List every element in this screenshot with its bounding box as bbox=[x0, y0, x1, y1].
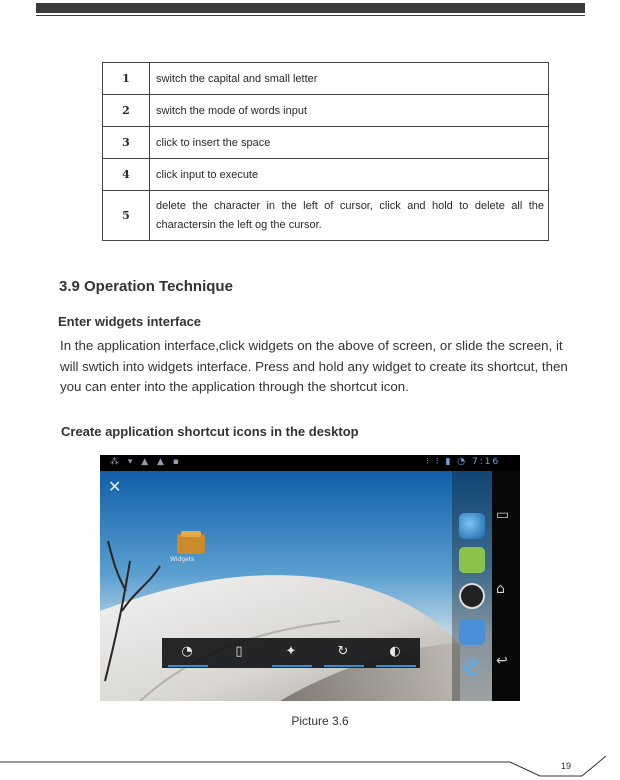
widget-shortcut[interactable] bbox=[174, 528, 208, 558]
table-row bbox=[103, 159, 549, 191]
key-number: 5 bbox=[103, 191, 150, 241]
page-number: 19 bbox=[561, 761, 572, 771]
close-icon[interactable]: ✕ bbox=[108, 477, 122, 496]
battery-toggle-icon[interactable]: ▯ bbox=[235, 644, 243, 659]
gps-toggle-icon[interactable]: ✦ bbox=[285, 644, 297, 659]
section-heading: 3.9 Operation Technique bbox=[59, 278, 233, 295]
table-row bbox=[103, 63, 549, 95]
brightness-toggle-indicator bbox=[376, 665, 416, 667]
table-row bbox=[103, 95, 549, 127]
key-number: 4 bbox=[103, 159, 150, 191]
widget-label: Widgets bbox=[170, 556, 195, 563]
table-row bbox=[103, 191, 549, 241]
keyboard-key-table bbox=[102, 62, 549, 241]
sync-toggle-icon[interactable]: ↻ bbox=[337, 644, 349, 659]
status-bar bbox=[100, 455, 520, 471]
back-icon[interactable]: ↩ bbox=[496, 653, 508, 669]
sync-toggle-indicator bbox=[324, 665, 364, 667]
key-description: click to insert the space bbox=[150, 127, 549, 159]
key-number: 1 bbox=[103, 63, 150, 95]
body-paragraph: In the application interface,click widgets on the above of screen, or slide the screen, it will swtich into widgets interface. Press and hold any widget to create its shortcut, then you can enter into the application through the shortcut icon. bbox=[60, 338, 568, 394]
header-rule bbox=[36, 15, 585, 16]
subheading-widgets: Enter widgets interface bbox=[58, 314, 202, 329]
key-description: delete the character in the left of cursor, click and hold to delete all the charactersin the left og the cursor. bbox=[150, 191, 549, 241]
gps-toggle-indicator bbox=[272, 665, 312, 667]
header-bar bbox=[36, 3, 585, 13]
wifi-toggle-indicator bbox=[168, 665, 208, 667]
tablet-screenshot bbox=[100, 455, 520, 701]
home-icon[interactable]: ⌂ bbox=[496, 581, 505, 597]
key-description: switch the mode of words input bbox=[150, 95, 549, 127]
table-row bbox=[103, 127, 549, 159]
figure-caption: Picture 3.6 bbox=[291, 714, 349, 728]
key-description: click input to execute bbox=[150, 159, 549, 191]
status-icons-left: ⁂ ▾ ▲ ▲ ▪ bbox=[110, 457, 182, 467]
key-description: switch the capital and small letter bbox=[150, 63, 549, 95]
brightness-toggle-icon[interactable]: ◐ bbox=[389, 644, 401, 659]
navigation-bar bbox=[492, 471, 520, 701]
subheading-shortcuts: Create application shortcut icons in the desktop bbox=[61, 424, 359, 439]
footer-rule bbox=[0, 756, 620, 780]
quick-settings-bar bbox=[162, 638, 420, 668]
contacts-icon[interactable] bbox=[459, 619, 485, 645]
key-number: 2 bbox=[103, 95, 150, 127]
status-time: 7:16 bbox=[471, 457, 501, 467]
phone-icon[interactable]: ✆ bbox=[462, 655, 482, 680]
key-number: 3 bbox=[103, 127, 150, 159]
app-drawer-icon[interactable] bbox=[459, 583, 485, 609]
messaging-icon[interactable] bbox=[459, 547, 485, 573]
app-dock bbox=[452, 471, 492, 701]
browser-icon[interactable] bbox=[459, 513, 485, 539]
wifi-toggle-icon[interactable]: ◔ bbox=[181, 644, 193, 659]
recent-apps-icon[interactable]: ▭ bbox=[496, 507, 510, 523]
status-icons-right: ⁝ ⁝ ▮ ◔ 7:16 bbox=[426, 457, 501, 467]
widget-app-icon bbox=[174, 528, 208, 558]
